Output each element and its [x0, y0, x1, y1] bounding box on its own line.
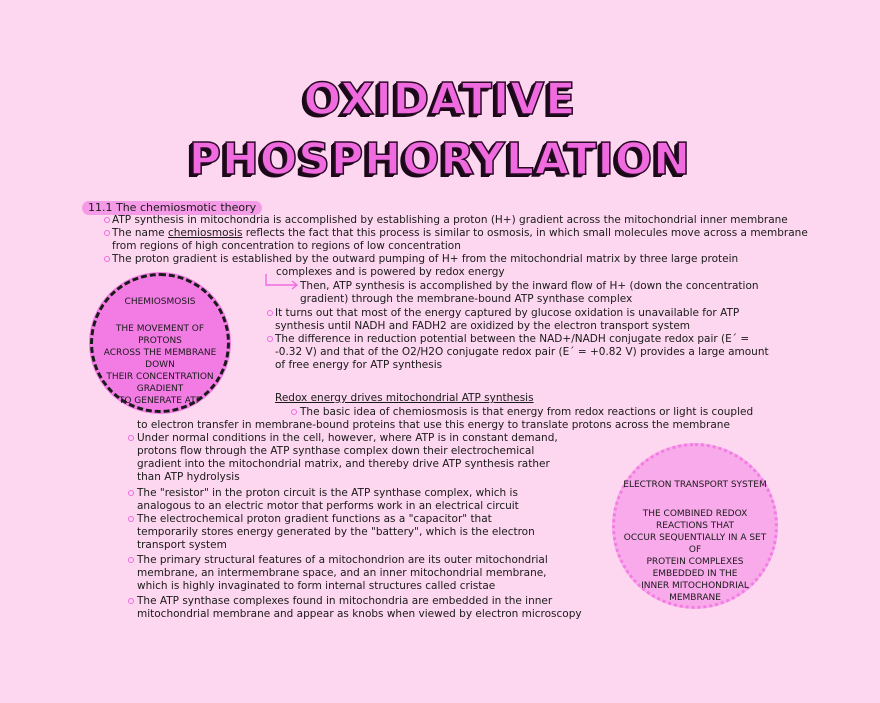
text-line: gradient into the mitochondrial matrix, and thereby drive ATP synthesis rather [137, 458, 550, 470]
arrow-icon [262, 272, 302, 290]
bullet-icon [128, 435, 134, 441]
text-line: transport system [137, 539, 227, 551]
callout-body [623, 508, 767, 604]
callout-line: TO GENERATE ATP [118, 396, 202, 406]
bullet-icon [104, 256, 110, 262]
bullet-icon [128, 490, 134, 496]
callout-line: OCCUR SEQUENTIALLY IN A SET OF [623, 533, 767, 555]
text-line: gradient) through the membrane-bound ATP synthase complex [300, 293, 633, 305]
bullet-icon [267, 310, 273, 316]
bullet-icon [128, 557, 134, 563]
callout-title: CHEMIOSMOSIS [124, 297, 196, 307]
text-line [112, 227, 808, 240]
callout-body [101, 323, 219, 407]
text-line: The proton gradient is established by the outward pumping of H+ from the mitochondrial matrix by three large protein [112, 253, 739, 265]
chemiosmosis-callout [90, 273, 230, 413]
text-span: reflects the fact that this process is similar to osmosis, in which small molecules move across a membrane [245, 227, 808, 239]
bullet-icon [104, 230, 110, 236]
callout-title: ELECTRON TRANSPORT SYSTEM [623, 480, 767, 490]
callout-line: PROTEIN COMPLEXES EMBEDDED IN THE [646, 557, 744, 579]
text-line: analogous to an electric motor that performs work in an electrical circuit [137, 500, 519, 512]
callout-line: THE COMBINED REDOX REACTIONS THAT [642, 509, 748, 531]
ets-callout [612, 443, 778, 609]
bullet-icon [104, 217, 110, 223]
callout-line: THE MOVEMENT OF PROTONS [115, 324, 205, 346]
text-span: The name [112, 227, 165, 239]
text-line: -0.32 V) and that of the O2/H2O conjugate redox pair (E´ = +0.82 V) provides a large amount [275, 346, 769, 358]
text-line: from regions of high concentration to regions of low concentration [112, 240, 461, 252]
text-line: The difference in reduction potential between the NAD+/NADH conjugate redox pair (E´ = [275, 333, 750, 345]
text-line: The basic idea of chemiosmosis is that energy from redox reactions or light is coupled [300, 406, 754, 418]
text-line: complexes and is powered by redox energy [276, 266, 505, 278]
callout-line: THEIR CONCENTRATION GRADIENT [106, 372, 214, 394]
title-line-2: PHOSPHORYLATION [188, 134, 692, 185]
text-line: It turns out that most of the energy captured by glucose oxidation is unavailable for ATP [275, 307, 740, 319]
text-line: membrane, an intermembrane space, and an inner mitochondrial membrane, [137, 567, 547, 579]
bullet-icon [128, 516, 134, 522]
bullet-icon [291, 409, 297, 415]
text-line: mitochondrial membrane and appear as knobs when viewed by electron microscopy [137, 608, 582, 620]
text-line: protons flow through the ATP synthase complex down their electrochemical [137, 445, 535, 457]
bullet-icon [267, 336, 273, 342]
text-line: to electron transfer in membrane-bound proteins that use this energy to translate protons across the membrane [137, 419, 730, 431]
subheading-redox: Redox energy drives mitochondrial ATP synthesis [275, 392, 534, 404]
text-line: of free energy for ATP synthesis [275, 359, 443, 371]
callout-line: ACROSS THE MEMBRANE DOWN [103, 348, 217, 370]
text-line: Under normal conditions in the cell, however, where ATP is in constant demand, [137, 432, 558, 444]
text-line: ATP synthesis in mitochondria is accomplished by establishing a proton (H+) gradient across the mitochondrial inner membrane [112, 214, 788, 226]
text-line: which is highly invaginated to form internal structures called cristae [137, 580, 496, 592]
text-line: synthesis until NADH and FADH2 are oxidized by the electron transport system [275, 320, 691, 332]
text-line: temporarily stores energy generated by the "battery", which is the electron [137, 526, 535, 538]
text-line: The "resistor" in the proton circuit is the ATP synthase complex, which is [137, 487, 518, 499]
text-line: than ATP hydrolysis [137, 471, 240, 483]
term-chemiosmosis: chemiosmosis [168, 227, 243, 239]
text-line: The primary structural features of a mitochondrion are its outer mitochondrial [137, 554, 548, 566]
text-line: The ATP synthase complexes found in mitochondria are embedded in the inner [137, 595, 553, 607]
text-line: Then, ATP synthesis is accomplished by the inward flow of H+ (down the concentration [300, 280, 759, 292]
text-line: The electrochemical proton gradient functions as a "capacitor" that [137, 513, 492, 525]
callout-line: INNER MITOCHONDRIAL MEMBRANE [641, 581, 749, 603]
title-line-1: OXIDATIVE [303, 74, 577, 125]
bullet-icon [128, 598, 134, 604]
section-heading: 11.1 The chemiosmotic theory [82, 201, 262, 215]
